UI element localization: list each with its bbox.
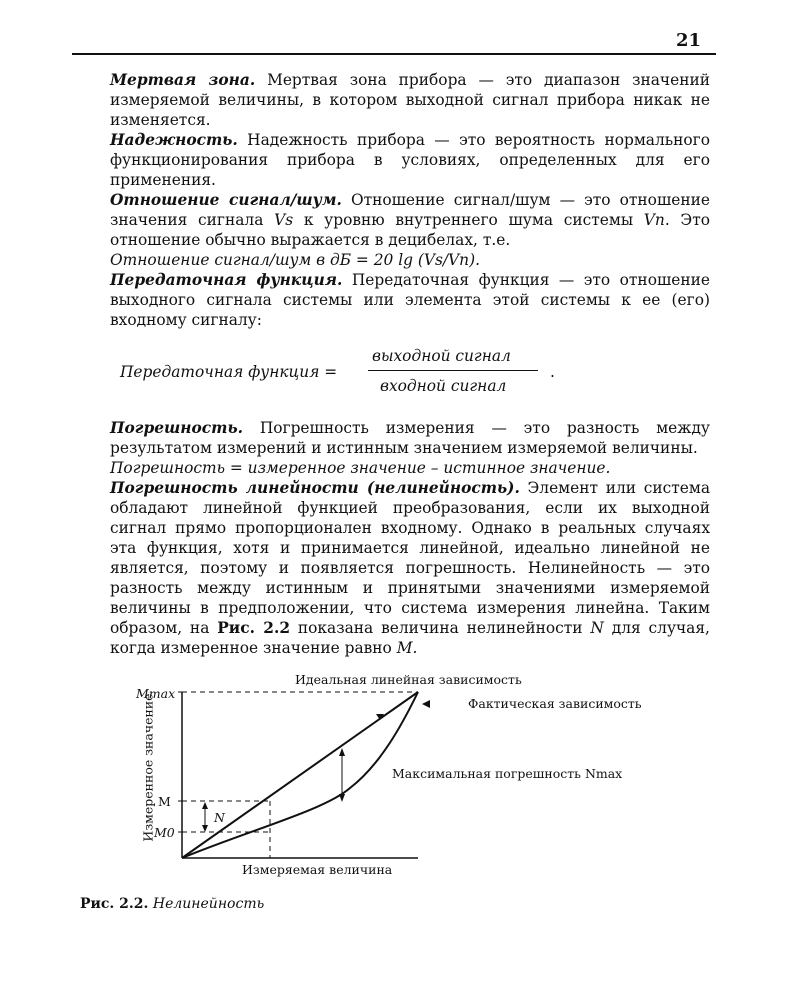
label-max-error: Максимальная погрешность Nmax xyxy=(392,766,623,781)
figure-reference: Рис. 2.2 xyxy=(217,619,291,637)
formula-error: Погрешность = измеренное значение – истинное значение. xyxy=(110,459,611,477)
paragraph-snr xyxy=(110,190,710,250)
text-linearity-3: для случая, когда измеренное значение равно xyxy=(110,619,710,657)
max-error-arrowhead-bottom xyxy=(339,794,345,802)
text-dead-zone: Мертвая зона прибора — это диапазон значений измеряемой величины, в котором выходной сигнал прибора никак не изменяется. xyxy=(110,71,710,129)
figure-nonlinearity xyxy=(130,670,690,880)
header-rule xyxy=(72,53,716,55)
symbol-m: M. xyxy=(396,639,418,657)
label-ideal: Идеальная линейная зависимость xyxy=(295,672,522,687)
term-snr: Отношение сигнал/шум. xyxy=(110,191,342,209)
label-m: M xyxy=(158,794,171,809)
ideal-line xyxy=(182,692,418,858)
text-snr-3: . Это отношение обычно выражается в децибелах, т.е. xyxy=(110,211,710,249)
label-n: N xyxy=(214,810,225,825)
text-snr-2: к уровню внутреннего шума системы xyxy=(303,211,634,229)
formula-transfer xyxy=(110,342,710,404)
transfer-denominator: входной сигнал xyxy=(380,377,507,395)
formula-snr: Отношение сигнал/шум в дБ = 20 lg (Vs/Vn). xyxy=(110,251,480,269)
paragraph-transfer xyxy=(110,270,710,330)
symbol-n: N xyxy=(590,619,604,637)
paragraph-reliability xyxy=(110,130,710,190)
term-error: Погрешность. xyxy=(110,419,243,437)
caption-number: Рис. 2.2. xyxy=(80,896,149,912)
paragraph-error xyxy=(110,418,710,458)
fraction-bar xyxy=(368,370,538,371)
text-linearity-1: Элемент или система обладают линейной функцией преобразования, если их выходной сигнал прямо пропорционален входному. Однако в реальных случаях эта функция, хотя и принимается линейной, идеально линейной не является, поэтому и появляется погрешность. Нелинейность — это разность между истинным и принятыми значениями измеряемой величины в предположении, что система измерения линейна. Таким образом, на xyxy=(110,479,710,637)
label-mmax: Mmax xyxy=(136,686,176,701)
figure-caption xyxy=(80,896,264,912)
term-linearity: Погрешность линейности (нелинейность). xyxy=(110,479,520,497)
transfer-lhs: Передаточная функция = xyxy=(120,363,338,381)
text-reliability: Надежность прибора — это вероятность нормального функционирования прибора в условиях, определенных для его применения. xyxy=(110,131,710,189)
body-text xyxy=(110,70,710,658)
symbol-vn: Vn xyxy=(643,211,665,229)
paragraph-linearity xyxy=(110,478,710,658)
label-x-axis: Измеряемая величина xyxy=(242,862,393,877)
caption-title: Нелинейность xyxy=(152,896,265,912)
transfer-numerator: выходной сигнал xyxy=(372,347,511,365)
symbol-vs: Vs xyxy=(274,211,294,229)
transfer-dot: . xyxy=(550,363,555,381)
paragraph-dead-zone xyxy=(110,70,710,130)
term-reliability: Надежность. xyxy=(110,131,238,149)
term-dead-zone: Мертвая зона. xyxy=(110,71,256,89)
text-error: Погрешность измерения — это разность между результатом измерений и истинным значением измеряемой величины. xyxy=(110,419,710,457)
term-transfer: Передаточная функция. xyxy=(110,271,343,289)
text-transfer: Передаточная функция — это отношение выходного сигнала системы или элемента этой системы к ее (его) входному сигналу: xyxy=(110,271,710,329)
text-snr-1: Отношение сигнал/шум — это отношение значения сигнала xyxy=(110,191,710,229)
label-actual: Фактическая зависимость xyxy=(468,696,642,711)
actual-pointer xyxy=(422,700,430,708)
page-number: 21 xyxy=(676,30,702,51)
label-y-axis: Измеренное значение xyxy=(140,693,156,842)
label-m0: M0 xyxy=(154,825,175,840)
text-linearity-2: показана величина нелинейности xyxy=(297,619,583,637)
n-arrowhead-top xyxy=(202,802,208,809)
n-arrowhead-bottom xyxy=(202,825,208,832)
max-error-arrowhead-top xyxy=(339,748,345,756)
